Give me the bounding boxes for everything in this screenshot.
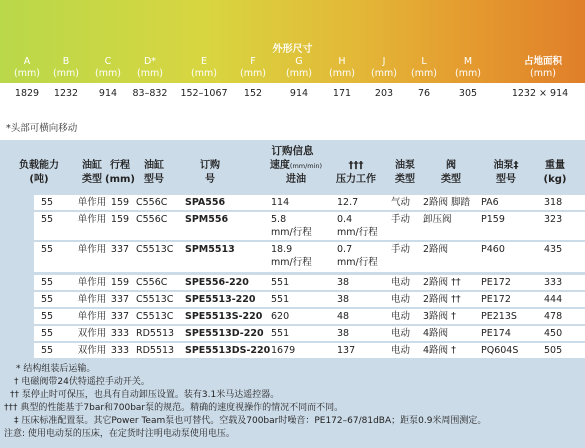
cell-pres: 0.7 [337, 244, 353, 255]
dim-col-m: M (mm) [455, 56, 481, 79]
cell-ptype: 电动 [391, 328, 411, 339]
header-valve: 阀 类型 [441, 160, 461, 185]
cell-ptype: 电动 [391, 277, 411, 288]
footnote-3: †† 泵停止时可保压，也具有自动卸压设置。装有3.1米马达遥控器。 [10, 390, 280, 400]
cell-order: SPE5513-220 [185, 294, 256, 305]
cell-cap: 55 [40, 214, 54, 225]
dim-col-b: B (mm) [53, 56, 79, 79]
dim-col-area: 占地面积 (mm) [523, 56, 563, 79]
cell-cmodel: C5513C [136, 294, 174, 305]
footnote-2: † 电磁阀带24伏特遥控手动开关。 [14, 377, 150, 387]
cell-cap: 55 [40, 294, 54, 305]
cell-weight: 435 [544, 244, 563, 255]
cell-valve: 2路阀 [423, 244, 449, 255]
cell-ptype: 电动 [391, 345, 411, 356]
footnote-1: * 结构组装后运输。 [16, 364, 96, 374]
cell-stroke: 337 [110, 244, 130, 255]
cell-ctype: 双作用 [77, 328, 107, 339]
footnote-6: 注意: 使用电动泵的压床，在定货时注明电动泵使用电压。 [4, 429, 235, 439]
cell-speed: 551 [271, 328, 290, 339]
cell-speed: 114 [271, 197, 290, 208]
header-pump-model: 油泵‡ 型号 [493, 160, 519, 185]
cell-weight: 444 [544, 294, 563, 305]
cell-valve: 4路阀 † [423, 345, 456, 356]
cell-cap: 55 [40, 328, 54, 339]
cell-pres: 48 [337, 311, 350, 322]
cell-pmodel: PA6 [481, 197, 499, 208]
cell-pmodel: P460 [481, 244, 505, 255]
cell-pmodel: PE174 [481, 328, 511, 339]
header-stroke: 行程 (mm) [105, 160, 135, 185]
cell-pres: 38 [337, 277, 350, 288]
cell-cmodel: C5513C [136, 311, 174, 322]
cell-cmodel: RD5513 [136, 328, 175, 339]
dim-col-l: L (mm) [411, 56, 437, 79]
cell-pres2: mm/行程 [337, 257, 378, 268]
cell-cmodel: C556C [136, 277, 168, 288]
cell-speed2: mm/行程 [271, 257, 312, 268]
cell-cap: 55 [40, 311, 54, 322]
cell-pmodel: PE213S [481, 311, 517, 322]
cell-stroke: 159 [110, 197, 130, 208]
header-cylinder-model: 油缸 型号 [144, 160, 164, 185]
cell-cap: 55 [40, 345, 54, 356]
dim-col-g: G (mm) [286, 56, 312, 79]
dim-col-d: D* (mm) [137, 56, 163, 79]
cell-cap: 55 [40, 277, 54, 288]
cell-stroke: 159 [110, 277, 130, 288]
dim-val-d: 83–832 [132, 88, 168, 99]
cell-ctype: 单作用 [77, 214, 107, 225]
cell-weight: 450 [544, 328, 563, 339]
dim-val-a: 1829 [14, 88, 40, 99]
cell-pres: 137 [337, 345, 356, 356]
cell-order: SPA556 [185, 197, 226, 208]
cell-valve: 2路阀 脚踏 [423, 197, 471, 208]
dim-col-f: F (mm) [240, 56, 266, 79]
header-order-no: 订购 号 [200, 160, 220, 185]
cell-pmodel: PQ604S [481, 345, 519, 356]
header-weight: 重量 (kg) [543, 160, 567, 185]
cell-ctype: 单作用 [77, 197, 107, 208]
dim-col-j: J (mm) [371, 56, 397, 79]
cell-ptype: 手动 [391, 244, 411, 255]
cell-valve: 3路阀 † [423, 311, 456, 322]
cell-speed: 551 [271, 277, 290, 288]
cell-ptype: 气动 [391, 197, 411, 208]
cell-ctype: 单作用 [77, 311, 107, 322]
dim-col-e: E (mm) [191, 56, 217, 79]
cell-order: SPM556 [185, 214, 229, 225]
cell-speed: 5.8 [271, 214, 287, 225]
footnote-5: ‡ 压床标准配置泵。其它Power Team泵也可替代。空载及700bar时噪音：PE172–67/81dBA；距泵0.9米周围测定。 [14, 416, 487, 426]
cell-ptype: 电动 [391, 294, 411, 305]
cell-ptype: 手动 [391, 214, 411, 225]
dim-col-c: C (mm) [95, 56, 121, 79]
cell-valve: 4路阀 [423, 328, 449, 339]
cell-pres: 38 [337, 294, 350, 305]
cell-cmodel: RD5513 [136, 345, 175, 356]
dim-val-g: 914 [289, 88, 309, 99]
cell-weight: 323 [544, 214, 563, 225]
cell-speed: 620 [271, 311, 290, 322]
cell-weight: 318 [544, 197, 563, 208]
order-info-title: 订购信息 [271, 145, 314, 157]
cell-speed: 1679 [271, 345, 296, 356]
header-speed: 速度(mm/min) 进油 [269, 160, 323, 185]
dimensions-note: *头部可横向移动 [6, 123, 78, 134]
cell-pres2: mm/行程 [337, 227, 378, 238]
cell-pmodel: PE172 [481, 277, 511, 288]
footnote-4: ††† 典型的性能基于7bar和700bar泵的规范。精确的速度视操作的情况不同而不同。 [4, 403, 344, 413]
cell-order: SPE556-220 [185, 277, 249, 288]
dim-col-a: A (mm) [14, 56, 40, 79]
header-pump-type: 油泵 类型 [395, 160, 415, 185]
cell-order: SPM5513 [185, 244, 235, 255]
dimensions-title: 外形尺寸 [272, 44, 313, 55]
header-capacity: 负载能力 (吨) [19, 160, 59, 185]
cell-stroke: 337 [110, 294, 130, 305]
cell-cap: 55 [40, 244, 54, 255]
cell-weight: 333 [544, 277, 563, 288]
dim-val-b: 1232 [53, 88, 79, 99]
dim-val-area: 1232 × 914 [511, 88, 569, 99]
cell-stroke: 337 [110, 311, 130, 322]
dim-val-l: 76 [417, 88, 431, 99]
dim-val-e: 152–1067 [180, 88, 228, 99]
cell-order: SPE5513DS-220 [185, 345, 271, 356]
dim-val-m: 305 [458, 88, 478, 99]
cell-speed: 551 [271, 294, 290, 305]
cell-stroke: 159 [110, 214, 130, 225]
cell-weight: 478 [544, 311, 563, 322]
cell-order: SPE5513S-220 [185, 311, 263, 322]
cell-pmodel: PE172 [481, 294, 511, 305]
cell-cmodel: C556C [136, 214, 168, 225]
cell-speed: 18.9 [271, 244, 293, 255]
header-cylinder-type: 油缸 类型 [82, 160, 102, 185]
cell-pres: 0.4 [337, 214, 353, 225]
cell-ctype: 单作用 [77, 244, 107, 255]
cell-cmodel: C5513C [136, 244, 174, 255]
cell-ctype: 单作用 [77, 277, 107, 288]
dim-val-h: 171 [332, 88, 352, 99]
cell-valve: 2路阀 †† [423, 277, 461, 288]
dim-val-c: 914 [98, 88, 118, 99]
cell-ctype: 单作用 [77, 294, 107, 305]
cell-cap: 55 [40, 197, 54, 208]
cell-valve: 2路阀 †† [423, 294, 461, 305]
cell-ctype: 双作用 [77, 345, 107, 356]
dim-col-h: H (mm) [329, 56, 355, 79]
cell-cmodel: C556C [136, 197, 168, 208]
cell-pres: 38 [337, 328, 350, 339]
dim-val-f: 152 [243, 88, 263, 99]
cell-ptype: 电动 [391, 311, 411, 322]
cell-valve: 卸压阀 [423, 214, 452, 225]
cell-pmodel: P159 [481, 214, 505, 225]
dim-val-j: 203 [374, 88, 394, 99]
header-pressure: ††† 压力工作 [336, 160, 376, 185]
cell-weight: 505 [544, 345, 563, 356]
cell-speed2: mm/行程 [271, 227, 312, 238]
cell-pres: 12.7 [337, 197, 359, 208]
cell-stroke: 333 [110, 328, 130, 339]
cell-stroke: 333 [110, 345, 130, 356]
cell-order: SPE5513D-220 [185, 328, 264, 339]
